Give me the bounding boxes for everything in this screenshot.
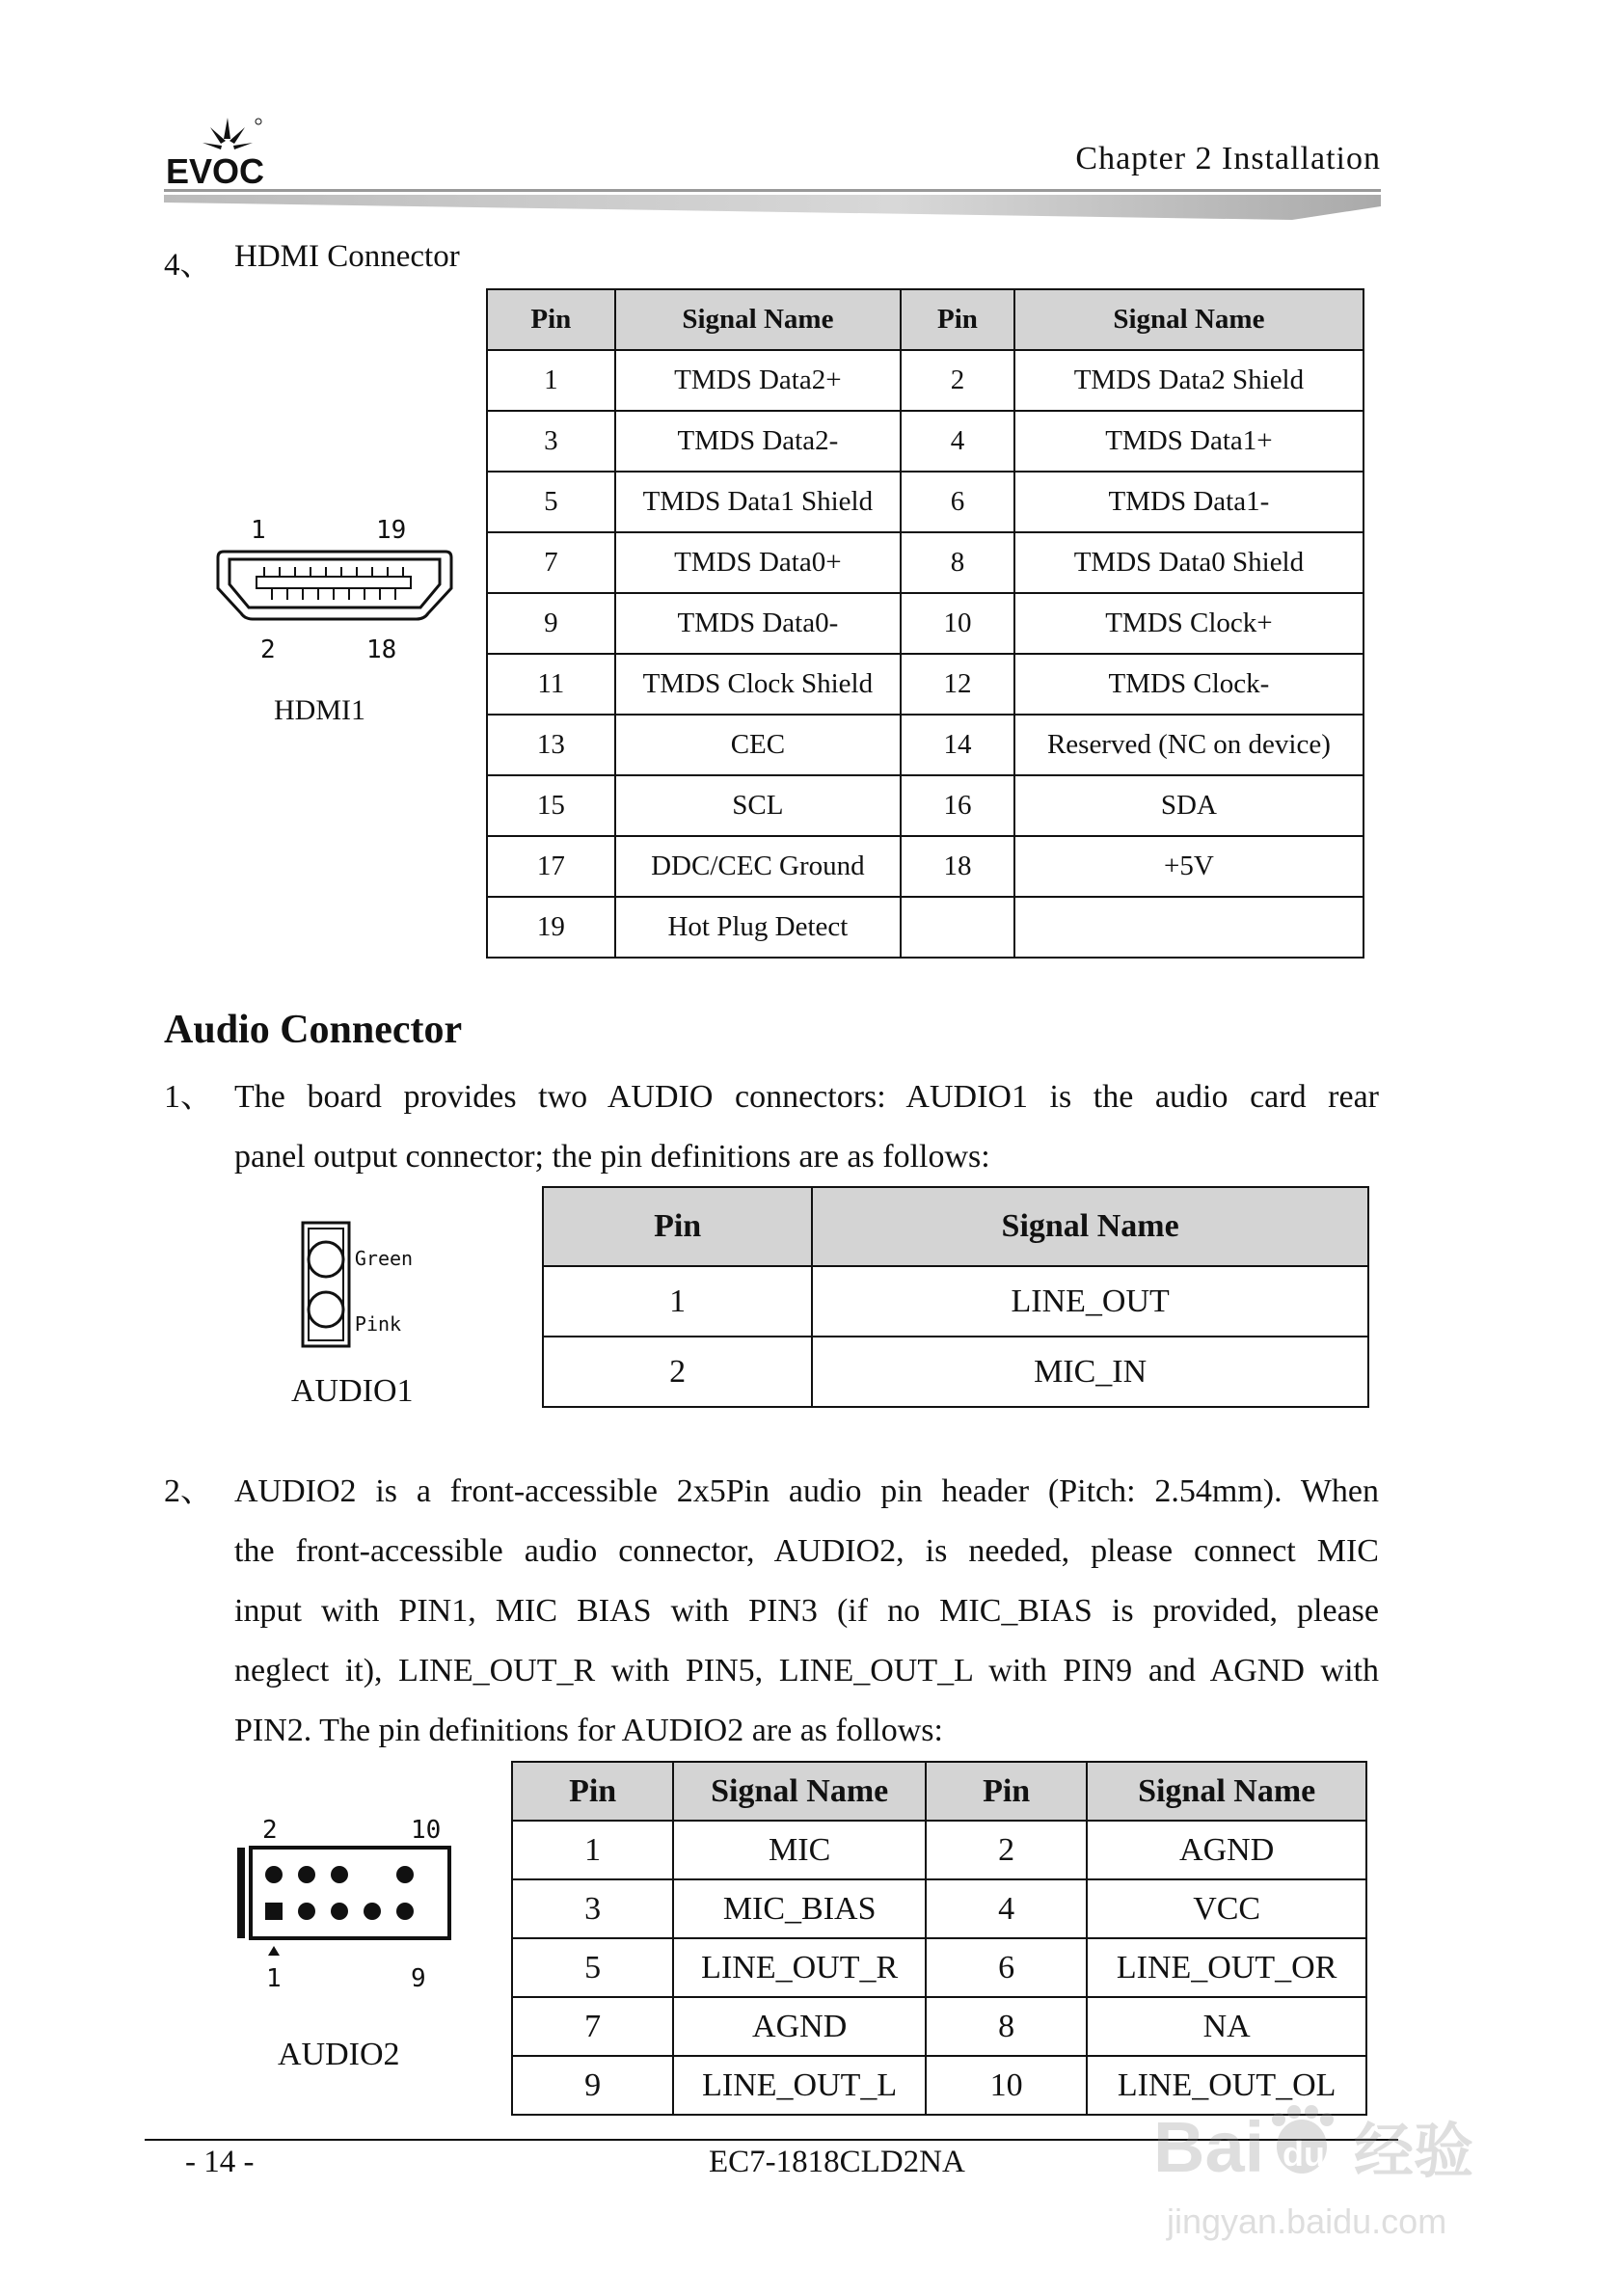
jack-label-green: Green bbox=[354, 1247, 414, 1270]
section-title: HDMI Connector bbox=[234, 239, 460, 274]
table-cell: 8 bbox=[901, 532, 1014, 593]
header-cell: Signal Name bbox=[1087, 1762, 1366, 1821]
table-row bbox=[487, 654, 1364, 715]
header-cell: Pin bbox=[512, 1762, 673, 1821]
table-cell: LINE_OUT bbox=[812, 1266, 1368, 1337]
document-id: EC7-1818CLD2NA bbox=[709, 2145, 965, 2179]
table-cell: TMDS Data0+ bbox=[615, 532, 901, 593]
table-cell: TMDS Clock- bbox=[1014, 654, 1364, 715]
table-cell: 13 bbox=[487, 715, 615, 775]
table-cell: 3 bbox=[512, 1879, 673, 1938]
table-cell: 6 bbox=[901, 472, 1014, 532]
table-cell: MIC_IN bbox=[812, 1337, 1368, 1407]
table-header-row bbox=[512, 1762, 1366, 1821]
audio2-pin-label: 9 bbox=[411, 1964, 426, 1993]
table-cell: 2 bbox=[543, 1337, 812, 1407]
table-cell: 8 bbox=[926, 1997, 1087, 2056]
paragraph-line: input with PIN1, MIC BIAS with PIN3 (if no MIC_BIAS is provided, please bbox=[234, 1593, 1379, 1629]
table-header-row bbox=[487, 289, 1364, 350]
header-cell: Pin bbox=[926, 1762, 1087, 1821]
paragraph-line: neglect it), LINE_OUT_R with PIN5, LINE_OUT_L with PIN9 and AGND with bbox=[234, 1653, 1379, 1688]
table-cell: SCL bbox=[615, 775, 901, 836]
table-cell: TMDS Data1- bbox=[1014, 472, 1364, 532]
item-number: 2、 bbox=[164, 1473, 213, 1509]
item-number: 1、 bbox=[164, 1079, 213, 1115]
hdmi-pin-table bbox=[486, 288, 1364, 959]
table-cell: 9 bbox=[512, 2056, 673, 2115]
jack-label-pink: Pink bbox=[354, 1312, 402, 1336]
chapter-title: Chapter 2 Installation bbox=[1075, 141, 1381, 176]
table-cell: 5 bbox=[512, 1938, 673, 1997]
table-row bbox=[487, 836, 1364, 897]
table-cell: TMDS Clock Shield bbox=[615, 654, 901, 715]
table-cell: 6 bbox=[926, 1938, 1087, 1997]
hdmi-pin-label: 1 bbox=[251, 516, 266, 545]
audio2-header-diagram bbox=[231, 1813, 463, 1996]
table-cell bbox=[1014, 897, 1364, 958]
audio2-pin-label: 2 bbox=[262, 1816, 278, 1845]
watermark-cn: 经验 bbox=[1354, 2119, 1474, 2185]
table-cell: AGND bbox=[673, 1997, 926, 2056]
table-cell: MIC bbox=[673, 1821, 926, 1879]
table-cell: TMDS Data2- bbox=[615, 411, 901, 472]
table-row bbox=[512, 1997, 1366, 2056]
table-row bbox=[512, 1938, 1366, 1997]
section-heading: Audio Connector bbox=[164, 1008, 463, 1052]
header-cell: Signal Name bbox=[673, 1762, 926, 1821]
table-cell: 10 bbox=[901, 593, 1014, 654]
table-row bbox=[512, 1879, 1366, 1938]
evoc-logo bbox=[166, 114, 282, 189]
table-cell: 2 bbox=[901, 350, 1014, 411]
table-cell: TMDS Data2+ bbox=[615, 350, 901, 411]
table-row bbox=[487, 715, 1364, 775]
header-cell: Pin bbox=[901, 289, 1014, 350]
table-row bbox=[487, 350, 1364, 411]
table-cell: NA bbox=[1087, 1997, 1366, 2056]
table-cell: 3 bbox=[487, 411, 615, 472]
table-row bbox=[487, 897, 1364, 958]
audio2-caption: AUDIO2 bbox=[278, 2037, 400, 2072]
audio1-pin-table bbox=[542, 1186, 1369, 1408]
header-cell: Pin bbox=[543, 1187, 812, 1266]
table-cell: 11 bbox=[487, 654, 615, 715]
table-cell: 19 bbox=[487, 897, 615, 958]
audio1-caption: AUDIO1 bbox=[291, 1373, 414, 1409]
table-cell: TMDS Data2 Shield bbox=[1014, 350, 1364, 411]
table-cell: 14 bbox=[901, 715, 1014, 775]
header-cell: Pin bbox=[487, 289, 615, 350]
paragraph-line: panel output connector; the pin definitions are as follows: bbox=[234, 1139, 990, 1175]
hdmi-caption: HDMI1 bbox=[274, 694, 365, 726]
table-cell: LINE_OUT_OL bbox=[1087, 2056, 1366, 2115]
table-cell: LINE_OUT_OR bbox=[1087, 1938, 1366, 1997]
watermark-brand: Bai bbox=[1153, 2107, 1265, 2187]
table-cell: TMDS Data0 Shield bbox=[1014, 532, 1364, 593]
table-row bbox=[487, 593, 1364, 654]
table-cell: Hot Plug Detect bbox=[615, 897, 901, 958]
table-cell: SDA bbox=[1014, 775, 1364, 836]
hdmi-pin-label: 2 bbox=[260, 635, 276, 664]
table-row bbox=[487, 472, 1364, 532]
logo-star-icon bbox=[202, 118, 261, 149]
table-cell: 2 bbox=[926, 1821, 1087, 1879]
table-row bbox=[487, 532, 1364, 593]
baidu-watermark bbox=[1148, 2102, 1552, 2247]
table-row bbox=[543, 1337, 1368, 1407]
table-cell: 17 bbox=[487, 836, 615, 897]
table-header-row bbox=[543, 1187, 1368, 1266]
watermark-url: jingyan.baidu.com bbox=[1167, 2201, 1447, 2241]
table-cell: MIC_BIAS bbox=[673, 1879, 926, 1938]
table-cell: +5V bbox=[1014, 836, 1364, 897]
section-number: 4、 bbox=[164, 248, 212, 283]
table-cell: TMDS Clock+ bbox=[1014, 593, 1364, 654]
table-row bbox=[543, 1266, 1368, 1337]
audio2-pin-label: 10 bbox=[411, 1816, 442, 1845]
hdmi-pin-label: 19 bbox=[376, 516, 407, 545]
header-cell: Signal Name bbox=[615, 289, 901, 350]
page-number: - 14 - bbox=[185, 2145, 255, 2179]
hdmi-connector-diagram bbox=[210, 513, 457, 665]
table-row bbox=[512, 1821, 1366, 1879]
table-cell: 15 bbox=[487, 775, 615, 836]
table-cell: 1 bbox=[487, 350, 615, 411]
paragraph-line: PIN2. The pin definitions for AUDIO2 are as follows: bbox=[234, 1713, 943, 1748]
table-cell: 5 bbox=[487, 472, 615, 532]
audio2-pin-label: 1 bbox=[266, 1964, 282, 1993]
table-cell: 9 bbox=[487, 593, 615, 654]
table-cell: AGND bbox=[1087, 1821, 1366, 1879]
table-row bbox=[487, 775, 1364, 836]
paragraph-line: the front-accessible audio connector, AUDIO2, is needed, please connect MIC bbox=[234, 1533, 1379, 1569]
table-cell: 4 bbox=[901, 411, 1014, 472]
header-cell: Signal Name bbox=[1014, 289, 1364, 350]
table-cell: 1 bbox=[512, 1821, 673, 1879]
audio2-pin-table bbox=[511, 1761, 1367, 2116]
table-cell bbox=[901, 897, 1014, 958]
paragraph-line: The board provides two AUDIO connectors: AUDIO1 is the audio card rear bbox=[234, 1079, 1379, 1115]
table-cell: DDC/CEC Ground bbox=[615, 836, 901, 897]
watermark-brand-suffix: du bbox=[1282, 2134, 1325, 2174]
table-cell: 7 bbox=[487, 532, 615, 593]
table-cell: CEC bbox=[615, 715, 901, 775]
hdmi-pin-label: 18 bbox=[366, 635, 397, 664]
table-cell: TMDS Data1+ bbox=[1014, 411, 1364, 472]
paragraph-line: AUDIO2 is a front-accessible 2x5Pin audio pin header (Pitch: 2.54mm). When bbox=[234, 1473, 1379, 1509]
logo-text: EVOC bbox=[166, 151, 265, 189]
header-rule bbox=[164, 189, 1381, 226]
table-cell: 12 bbox=[901, 654, 1014, 715]
table-cell: Reserved (NC on device) bbox=[1014, 715, 1364, 775]
table-cell: 18 bbox=[901, 836, 1014, 897]
table-cell: 10 bbox=[926, 2056, 1087, 2115]
table-cell: VCC bbox=[1087, 1879, 1366, 1938]
table-cell: 1 bbox=[543, 1266, 812, 1337]
table-cell: TMDS Data1 Shield bbox=[615, 472, 901, 532]
header-cell: Signal Name bbox=[812, 1187, 1368, 1266]
table-cell: TMDS Data0- bbox=[615, 593, 901, 654]
table-cell: LINE_OUT_R bbox=[673, 1938, 926, 1997]
table-cell: 4 bbox=[926, 1879, 1087, 1938]
table-row bbox=[487, 411, 1364, 472]
audio1-jack-diagram bbox=[301, 1221, 446, 1350]
table-cell: LINE_OUT_L bbox=[673, 2056, 926, 2115]
table-cell: 16 bbox=[901, 775, 1014, 836]
table-cell: 7 bbox=[512, 1997, 673, 2056]
